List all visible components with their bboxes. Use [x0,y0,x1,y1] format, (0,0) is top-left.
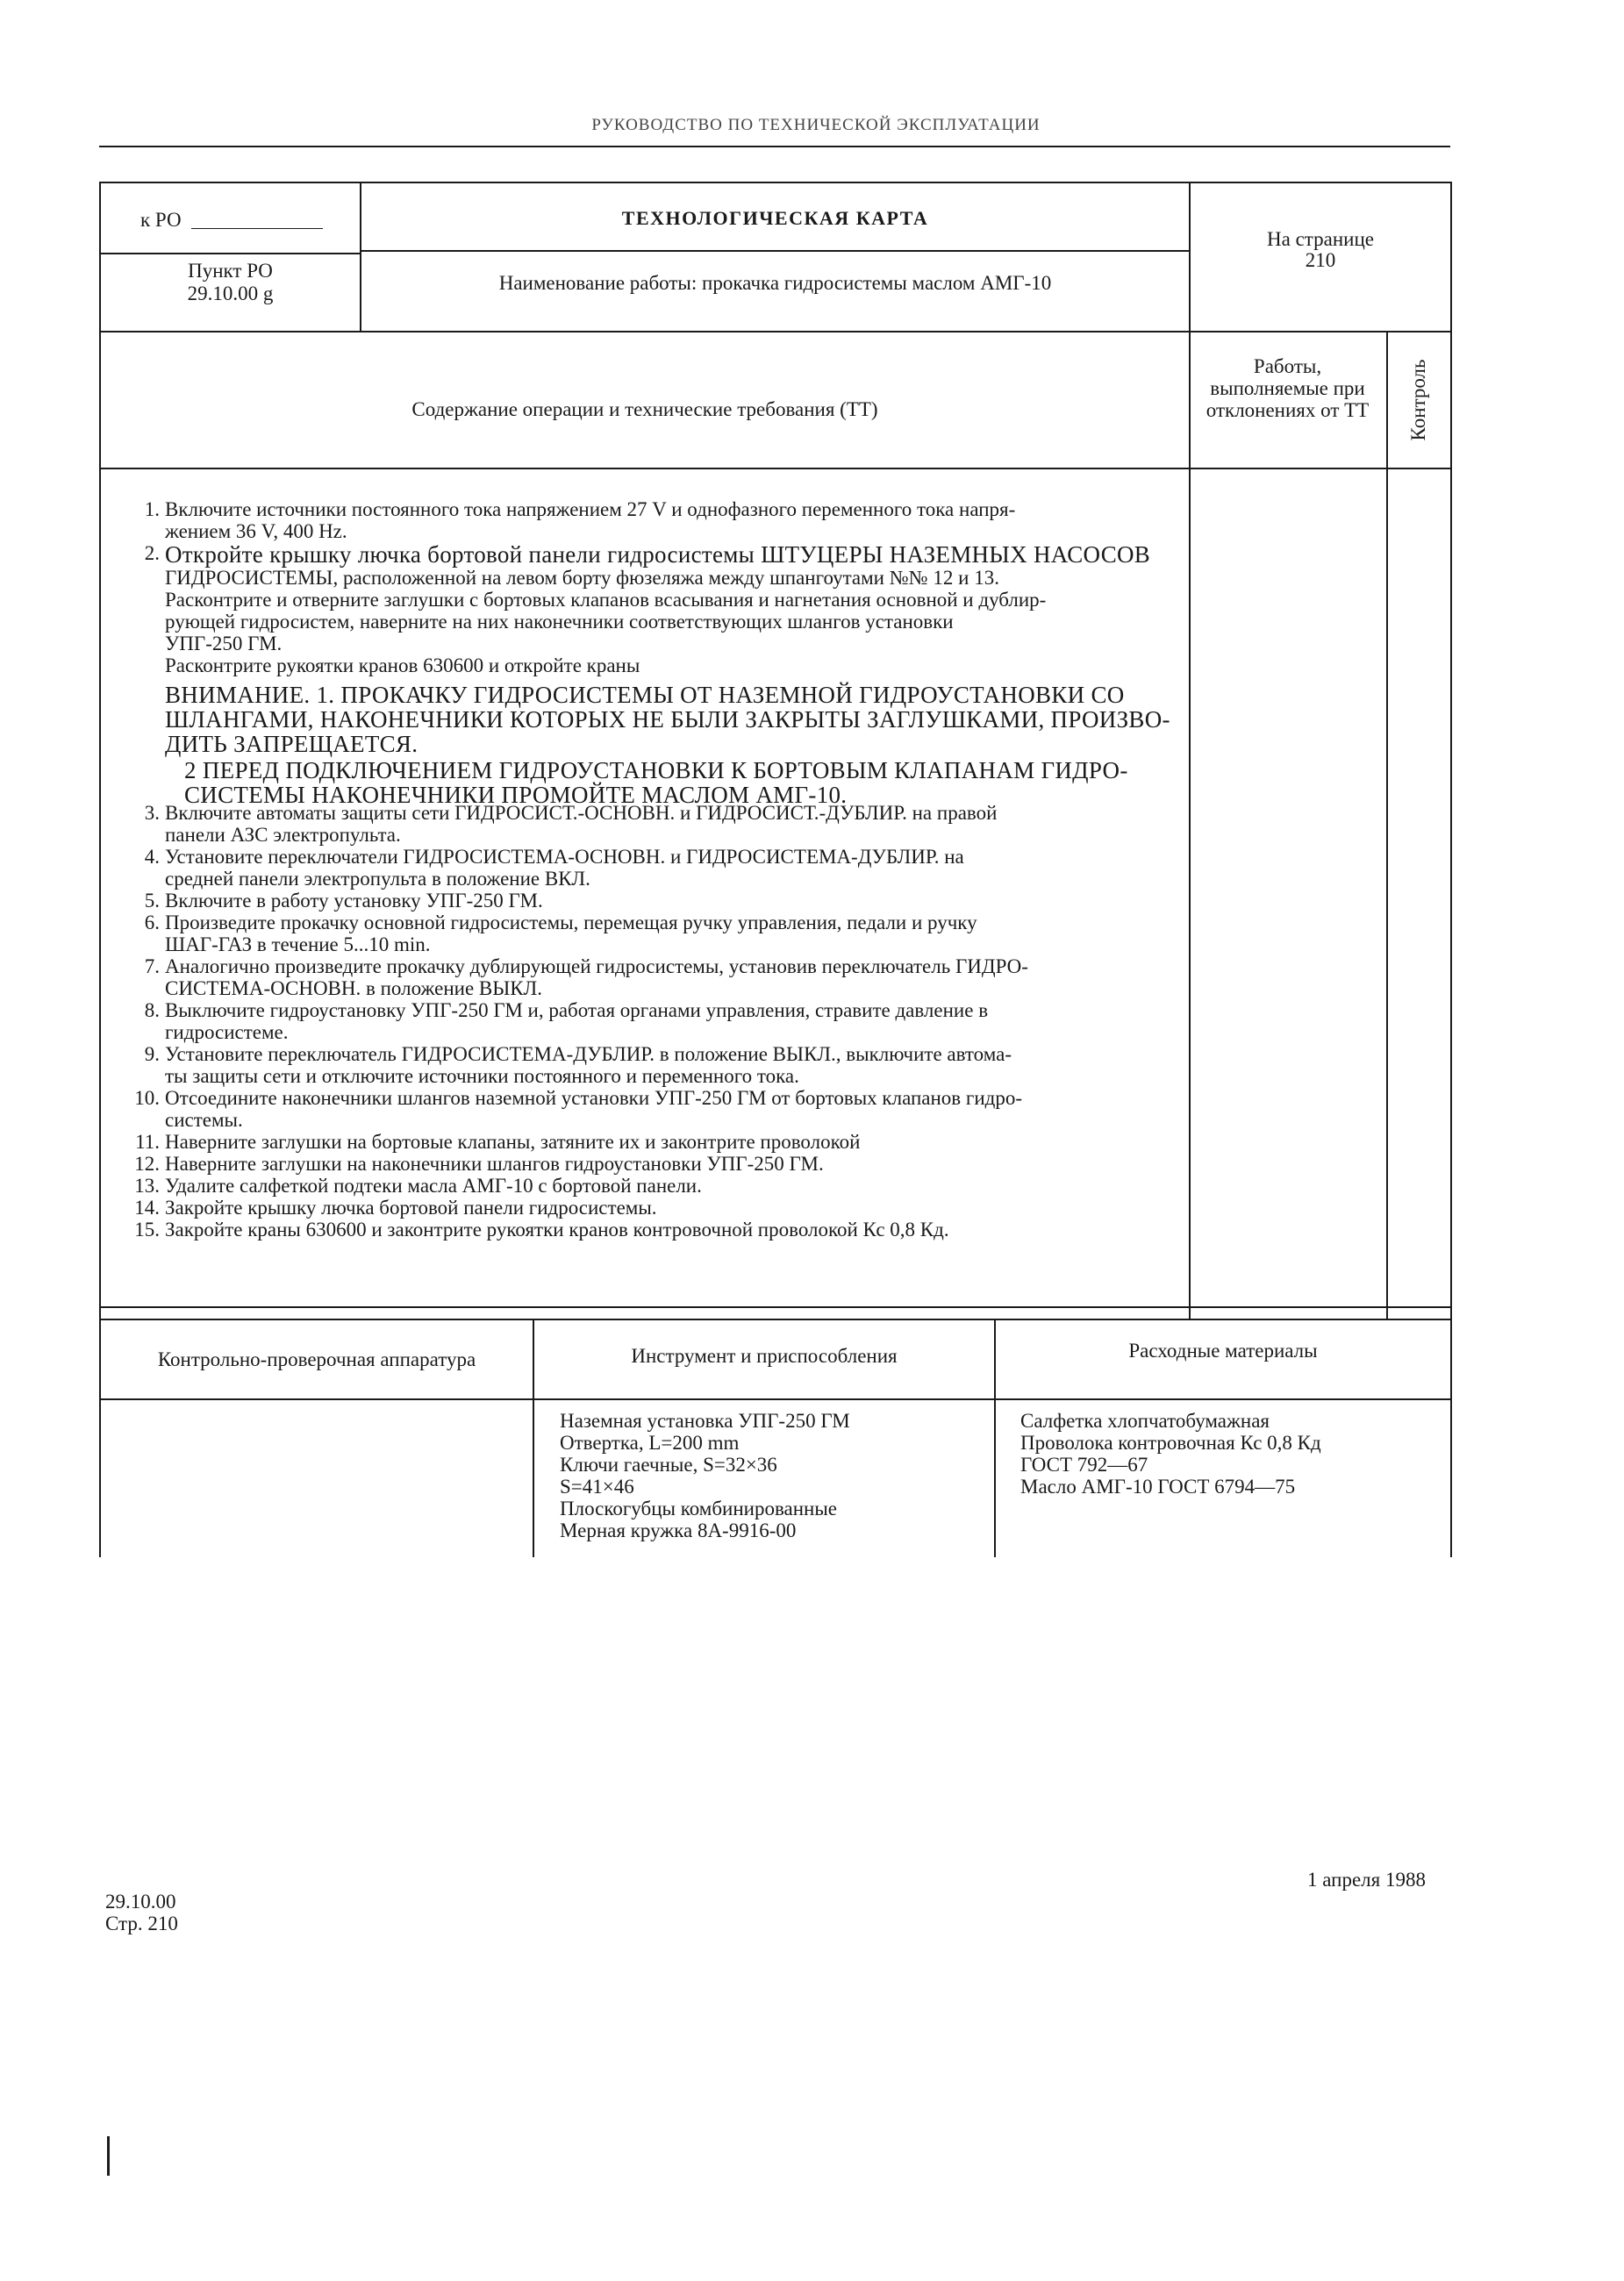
list-item: Салфетка хлопчатобумажная [1020,1410,1270,1432]
list-item: Отвертка, L=200 mm [560,1432,740,1454]
list-item: Плоскогубцы комбинированные [560,1498,838,1519]
list-item: Масло АМГ-10 ГОСТ 6794—75 [1020,1476,1296,1498]
work-name: Наименование работы: прокачка гидросистемы маслом АМГ-10 [498,272,1052,294]
materials-list [1020,1410,1442,1498]
card-title: ТЕХНОЛОГИЧЕСКАЯ КАРТА [621,207,929,229]
col-header-materials: Расходные материалы [1128,1340,1318,1362]
content-header: Содержание операции и технические требования (ТТ) [411,398,878,420]
list-item: Мерная кружка 8А-9916-00 [560,1519,797,1541]
footer-date: 1 апреля 1988 [1307,1869,1426,1891]
footer-section: 29.10.00 [105,1891,176,1913]
footer-page: Стр. 210 [105,1913,178,1934]
list-item: Наземная установка УПГ-250 ГМ [560,1410,850,1432]
to-ro-label: к РО [140,209,182,231]
margin-mark [107,2136,110,2176]
punkt-label: Пункт РО [188,260,273,282]
list-item: S=41×46 [560,1476,634,1498]
tools-list [560,1410,981,1541]
col-header-tools: Инструмент и приспособления [631,1345,898,1367]
control-header: Контроль [1407,359,1429,441]
list-item: ГОСТ 792—67 [1020,1454,1148,1476]
punkt-value: 29.10.00 g [187,282,274,304]
page-label: На странице [1267,228,1374,250]
running-header: РУКОВОДСТВО ПО ТЕХНИЧЕСКОЙ ЭКСПЛУАТАЦИИ [591,116,1041,134]
deviation-header: Работы, выполняемые при отклонениях от ТТ [1205,355,1370,421]
list-item: Проволока контровочная Кс 0,8 Кд [1020,1432,1321,1454]
list-item: 1. Включите источники постоянного тока напряжением 27 V и однофазного переменного тока напря- жением 36 V, 400 Hz. [144,498,1016,542]
page-number: 210 [1305,249,1336,271]
header-rule [99,146,1450,147]
list-item: Ключи гаечные, S=32×36 [560,1454,777,1476]
col-header-equipment: Контрольно-проверочная аппаратура [157,1348,476,1370]
